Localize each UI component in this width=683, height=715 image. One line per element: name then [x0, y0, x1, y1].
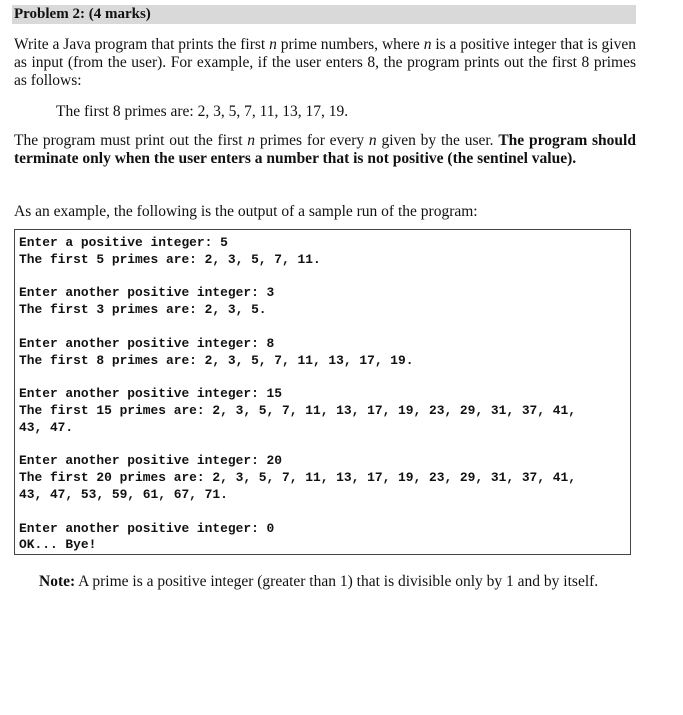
- console-prompt-line: Enter another positive integer: 0: [19, 520, 275, 536]
- console-blank-line: [19, 504, 576, 521]
- problem-heading: Problem 2: (4 marks): [14, 6, 151, 22]
- intro-var-n-2: n: [423, 36, 432, 53]
- intro-var-n-1: n: [269, 36, 277, 53]
- sentinel-requirement: The program should terminate only when the user enters a number that is not positive (the sentinel value).: [14, 132, 636, 167]
- sample-run-console: [14, 229, 631, 555]
- problem-heading-bar: [12, 5, 636, 24]
- console-output-line: 43, 47.: [19, 419, 74, 435]
- console-prompt-line: Enter another positive integer: 8: [19, 335, 275, 351]
- note-paragraph: [39, 573, 598, 591]
- console-prompt-line: Enter a positive integer: 5: [19, 235, 228, 250]
- example-output-line: The first 8 primes are: 2, 3, 5, 7, 11, 13, 17, 19.: [56, 103, 349, 120]
- console-output-line: 43, 47, 53, 59, 61, 67, 71.: [19, 486, 228, 502]
- console-prompt-line: Enter another positive integer: 20: [19, 453, 283, 469]
- requirement-var-n-1: n: [247, 132, 256, 149]
- console-blank-line: [19, 369, 576, 386]
- console-blank-line: [19, 319, 576, 336]
- console-prompt-line: Enter another positive integer: 3: [19, 285, 275, 301]
- console-output-line: OK... Bye!: [19, 537, 97, 553]
- console-blank-line: [19, 437, 576, 454]
- intro-text-3: is a positive integer that is given as input (from the user). For example, if the user enters 8, the program prints out the first 8 primes as follows:: [14, 36, 636, 89]
- console-output: [19, 235, 576, 554]
- intro-paragraph: [14, 36, 636, 90]
- note-text: A prime is a positive integer (greater than 1) that is divisible only by 1 and by itself.: [75, 573, 599, 590]
- console-output-line: The first 20 primes are: 2, 3, 5, 7, 11, 13, 17, 19, 23, 29, 31, 37, 41,: [19, 470, 576, 486]
- requirement-text-1: The program must print out the first: [14, 132, 248, 149]
- console-prompt-line: Enter another positive integer: 15: [19, 386, 283, 402]
- console-output-line: The first 15 primes are: 2, 3, 5, 7, 11, 13, 17, 19, 23, 29, 31, 37, 41,: [19, 402, 576, 418]
- console-blank-line: [19, 269, 576, 286]
- sample-run-intro: As an example, the following is the output of a sample run of the program:: [14, 203, 478, 220]
- console-output-line: The first 8 primes are: 2, 3, 5, 7, 11, 13, 17, 19.: [19, 352, 414, 368]
- requirement-paragraph: [14, 132, 636, 168]
- intro-text-2: prime numbers, where: [276, 36, 424, 53]
- note-label: Note:: [39, 573, 76, 590]
- intro-text-1: Write a Java program that prints the first: [14, 36, 270, 53]
- requirement-text-2: primes for every: [255, 132, 369, 149]
- requirement-text-3: given by the user.: [376, 132, 499, 149]
- console-output-line: The first 5 primes are: 2, 3, 5, 7, 11.: [19, 251, 321, 267]
- requirement-var-n-2: n: [368, 132, 377, 149]
- console-output-line: The first 3 primes are: 2, 3, 5.: [19, 302, 267, 318]
